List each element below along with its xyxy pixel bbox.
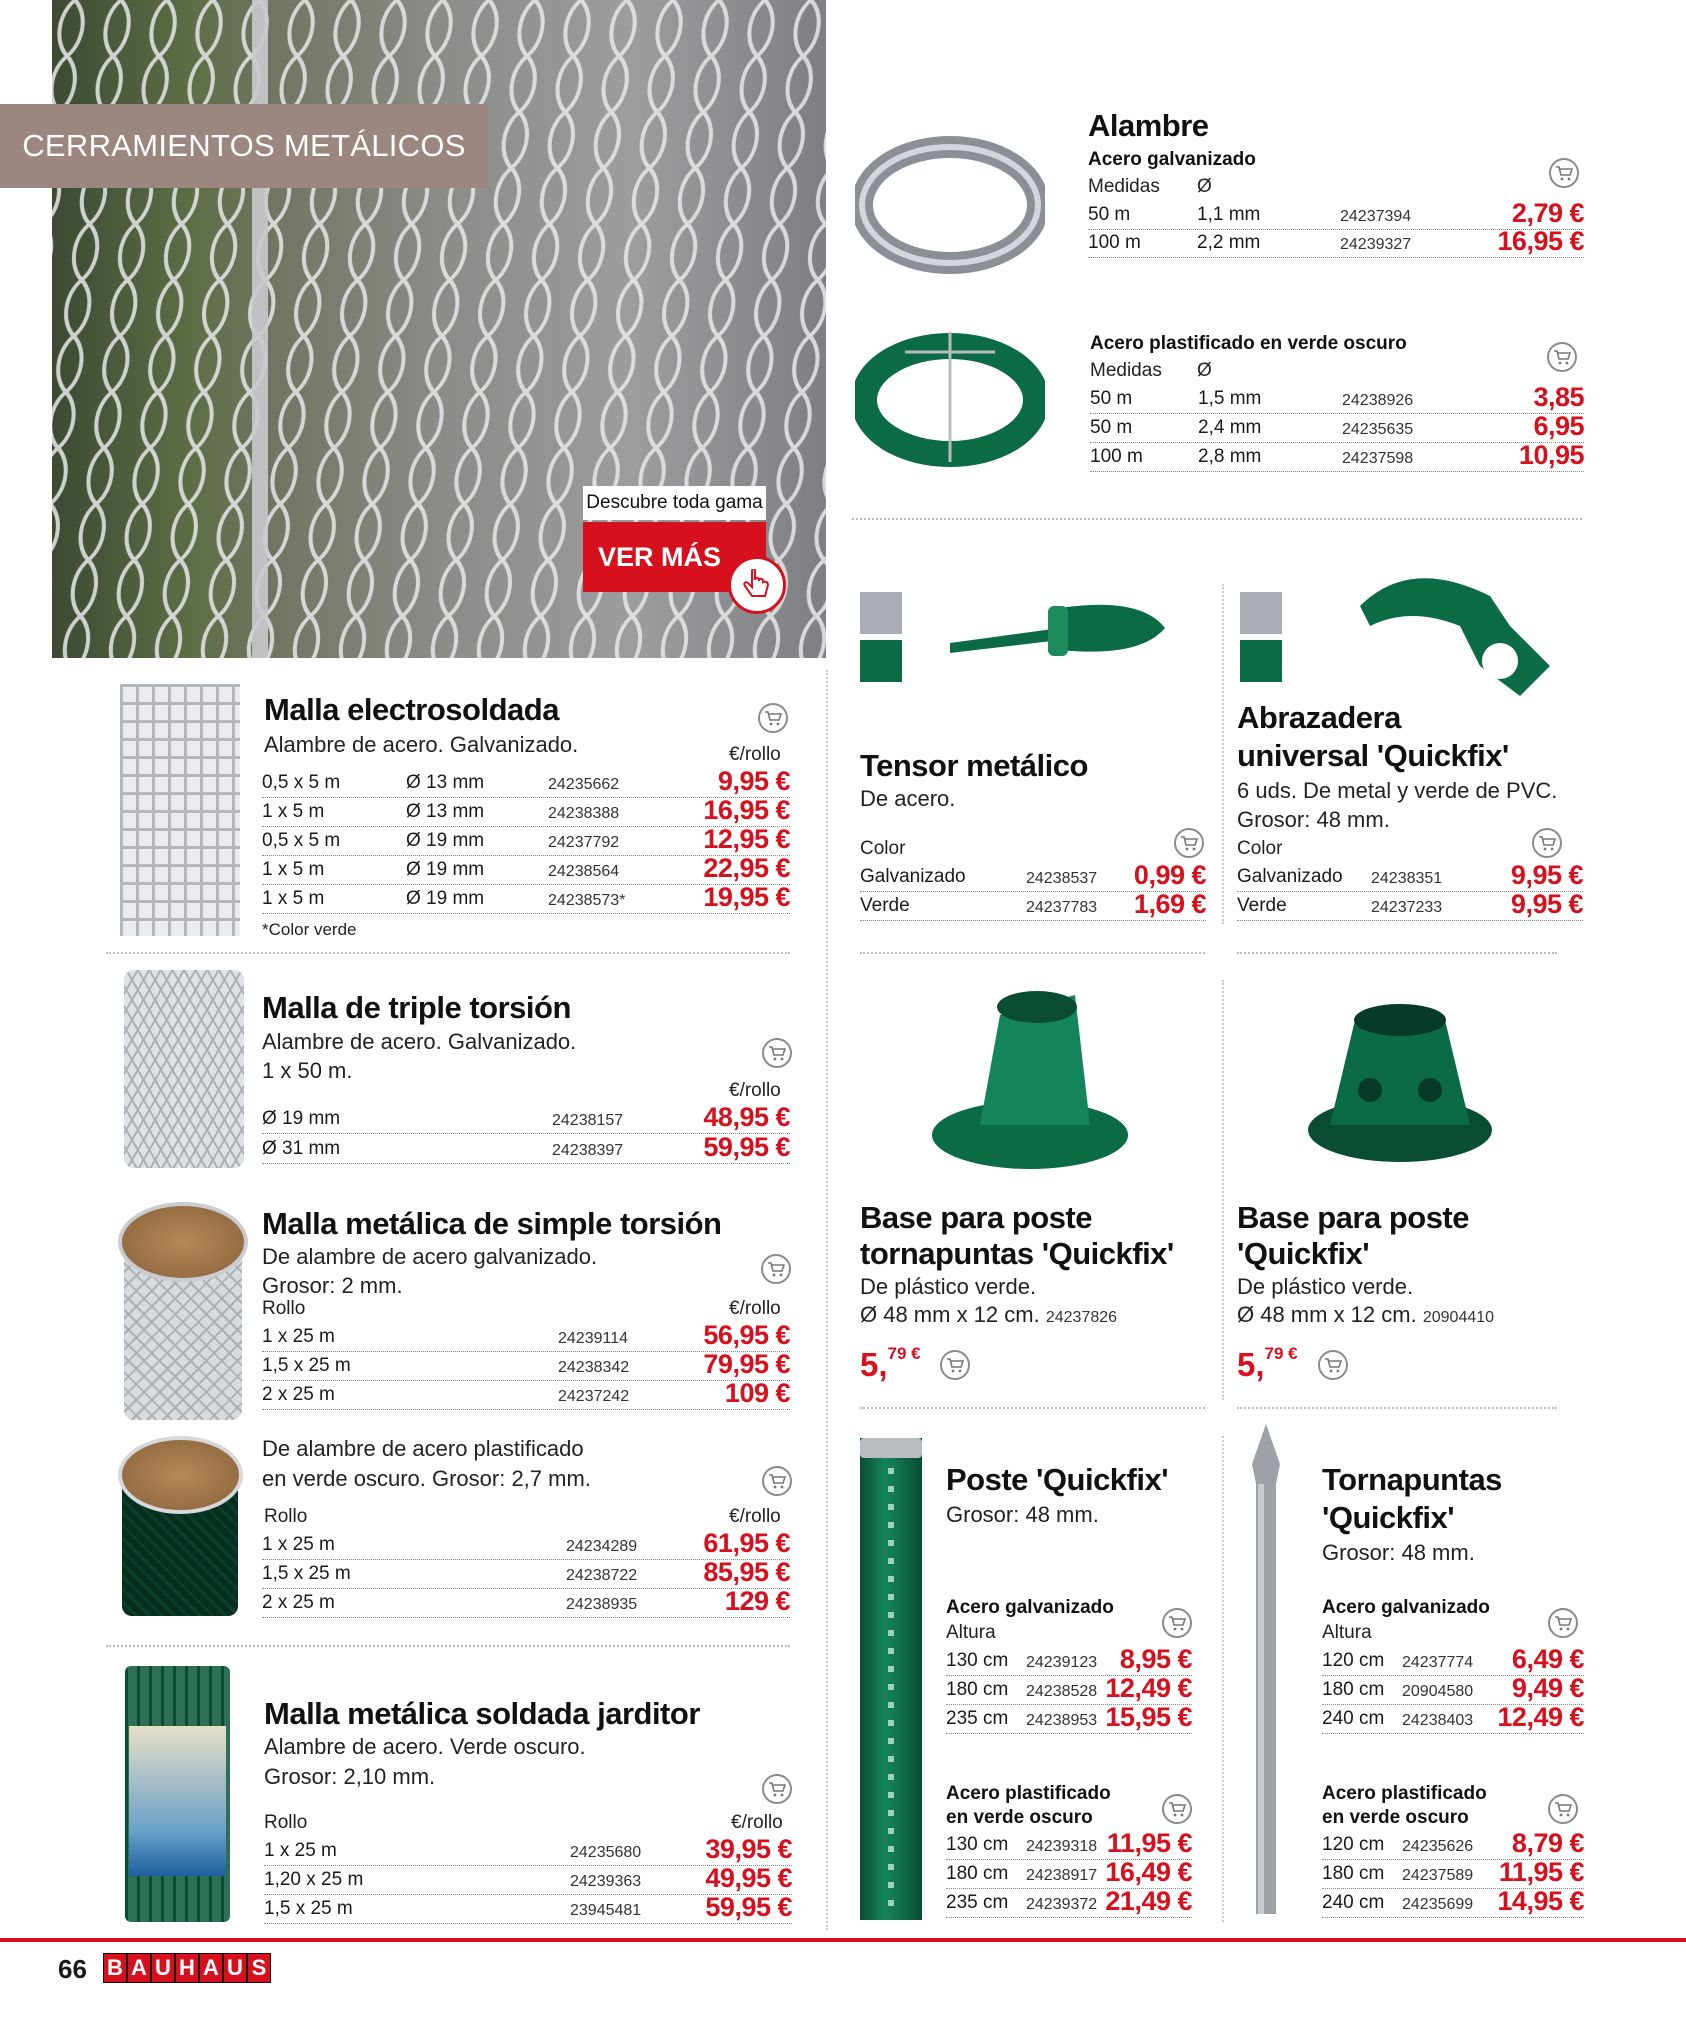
base2-title-line2: 'Quickfix' <box>1237 1236 1370 1271</box>
table-row <box>1322 1830 1584 1860</box>
price: 22,95 € <box>703 853 790 883</box>
abrazadera-cart-icon[interactable] <box>1532 828 1562 858</box>
ref-code: 24235635 <box>1342 421 1414 438</box>
cell: 2 x 25 m <box>262 1592 335 1613</box>
cell: 1,5 x 25 m <box>262 1563 351 1584</box>
malla-triple-image <box>124 970 244 1168</box>
ref-code: 24237792 <box>548 834 620 851</box>
ref-code: 24237783 <box>1026 899 1098 916</box>
abrazadera-col1: Color <box>1237 838 1283 859</box>
base1-price-int: 5, <box>860 1346 888 1383</box>
alambre-title: Alambre <box>1088 108 1209 143</box>
cell: Ø 19 mm <box>262 1108 341 1129</box>
ref-code: 24239318 <box>1026 1838 1098 1855</box>
cell: 2,2 mm <box>1197 232 1261 253</box>
simple-plast-desc-line1: De alambre de acero plastificado <box>262 1436 584 1461</box>
tensor-cart-icon[interactable] <box>1174 828 1204 858</box>
cell: 1 x 25 m <box>262 1534 335 1555</box>
poste-desc: Grosor: 48 mm. <box>946 1502 1099 1527</box>
triple-desc-line2: 1 x 50 m. <box>262 1058 353 1083</box>
cell: 1,1 mm <box>1197 204 1261 225</box>
cell: Verde <box>860 895 910 916</box>
logo-letter: A <box>128 1954 150 1982</box>
electro-unit: €/rollo <box>729 744 781 765</box>
tensor-desc: De acero. <box>860 786 956 811</box>
table-row <box>946 1704 1192 1734</box>
tornapuntas-plast-cart-icon[interactable] <box>1548 1794 1578 1824</box>
divider <box>852 518 1582 520</box>
price: 16,95 € <box>703 795 790 825</box>
tornapuntas-image <box>1246 1424 1286 1920</box>
tornapuntas-plast-subtitle-line1: Acero plastificado <box>1322 1783 1487 1804</box>
ref-code: 24238564 <box>548 863 620 880</box>
tornapuntas-desc: Grosor: 48 mm. <box>1322 1540 1475 1565</box>
price: 16,49 € <box>1105 1857 1192 1887</box>
triple-unit: €/rollo <box>729 1080 781 1101</box>
cell: 1 x 5 m <box>262 801 325 822</box>
ref-code: 24239327 <box>1340 236 1412 253</box>
table-row <box>264 1836 792 1866</box>
hand-pointer-icon <box>728 556 786 614</box>
simple-plast-col1: Rollo <box>264 1506 308 1527</box>
abrazadera-title-line2: universal 'Quickfix' <box>1237 738 1509 773</box>
base-tornapuntas-image <box>925 985 1135 1175</box>
cell: 50 m <box>1090 417 1133 438</box>
cell: 1 x 25 m <box>264 1840 337 1861</box>
base2-price <box>1237 1346 1298 1384</box>
simple-plast-desc-line2: en verde oscuro. Grosor: 2,7 mm. <box>262 1466 591 1491</box>
base1-cart-icon[interactable] <box>940 1350 970 1380</box>
cell: 100 m <box>1088 232 1141 253</box>
cell: 120 cm <box>1322 1650 1385 1671</box>
price: 79,95 € <box>703 1349 790 1379</box>
tensor-title: Tensor metálico <box>860 748 1088 783</box>
cell: Galvanizado <box>860 866 966 887</box>
simple-title: Malla metálica de simple torsión <box>262 1206 722 1241</box>
ref-code: 24238573* <box>548 892 626 909</box>
cell: 1,5 x 25 m <box>264 1898 353 1919</box>
discover-box <box>583 486 766 520</box>
price: 59,95 € <box>703 1132 790 1162</box>
table-row <box>860 891 1206 921</box>
ref-code: 24234289 <box>566 1538 638 1555</box>
table-row <box>946 1675 1192 1705</box>
base1-price <box>860 1346 921 1384</box>
table-row <box>264 1894 792 1924</box>
price: 6,49 € <box>1511 1644 1584 1674</box>
tensor-col1: Color <box>860 838 906 859</box>
jarditor-col1: Rollo <box>264 1812 308 1833</box>
cell: 2 x 25 m <box>262 1384 335 1405</box>
base2-desc-line2 <box>1237 1300 1494 1330</box>
abrazadera-title-line1: Abrazadera <box>1237 700 1401 735</box>
divider <box>1222 584 1224 924</box>
jarditor-title: Malla metálica soldada jarditor <box>264 1696 700 1731</box>
poste-galv-cart-icon[interactable] <box>1162 1608 1192 1638</box>
tornapuntas-galv-subtitle: Acero galvanizado <box>1322 1597 1490 1618</box>
price: 10,95 <box>1518 440 1584 470</box>
table-row <box>1090 384 1584 414</box>
alambre-galv-subtitle: Acero galvanizado <box>1088 149 1256 170</box>
price: 56,95 € <box>703 1320 790 1350</box>
simple-desc-line2: Grosor: 2 mm. <box>262 1273 403 1298</box>
base1-ref: 24237826 <box>1045 1309 1118 1326</box>
cell: 1 x 5 m <box>262 888 325 909</box>
ref-code: 24238157 <box>552 1112 624 1129</box>
price: 9,95 € <box>1510 889 1583 919</box>
logo-letter: U <box>224 1954 246 1982</box>
alambre-galv-col2: Ø <box>1197 176 1212 197</box>
tornapuntas-title-line2: 'Quickfix' <box>1322 1500 1455 1535</box>
price: 59,95 € <box>705 1892 792 1922</box>
cell: 1,5 mm <box>1198 388 1262 409</box>
price: 129 € <box>724 1586 790 1616</box>
ref-code: 24238935 <box>566 1596 638 1613</box>
poste-galv-col1: Altura <box>946 1622 996 1643</box>
table-row <box>262 1351 790 1381</box>
table-row <box>264 1865 792 1895</box>
cell: Ø 13 mm <box>406 801 485 822</box>
price: 48,95 € <box>703 1102 790 1132</box>
cell: 0,5 x 5 m <box>262 830 341 851</box>
cell: 100 m <box>1090 446 1143 467</box>
cell: 2,4 mm <box>1198 417 1262 438</box>
cell: 240 cm <box>1322 1892 1385 1913</box>
base1-size: Ø 48 mm x 12 cm. <box>860 1302 1040 1327</box>
base2-title-line1: Base para poste <box>1237 1200 1469 1235</box>
color-swatch-galvanizado <box>1240 592 1282 634</box>
table-row <box>262 1559 790 1589</box>
table-row <box>262 855 790 885</box>
price: 14,95 € <box>1497 1886 1584 1916</box>
alambre-plast-col2: Ø <box>1197 360 1212 381</box>
price: 61,95 € <box>703 1528 790 1558</box>
logo-letter: S <box>248 1954 270 1982</box>
simple-col1: Rollo <box>262 1298 306 1319</box>
divider <box>1237 1407 1557 1409</box>
cell: 50 m <box>1090 388 1133 409</box>
tornapuntas-plast-subtitle-line2: en verde oscuro <box>1322 1807 1469 1828</box>
ref-code: 24238528 <box>1026 1683 1098 1700</box>
divider <box>1222 980 1224 1400</box>
divider <box>1222 1436 1224 1922</box>
simple-cart-icon[interactable] <box>761 1254 791 1284</box>
ref-code: 24237233 <box>1371 899 1443 916</box>
wire-coil-green-image <box>855 322 1045 472</box>
discover-text: Descubre toda gama <box>586 492 763 513</box>
cell: Ø 19 mm <box>406 830 485 851</box>
table-row <box>262 1530 790 1560</box>
simple-plast-cart-icon[interactable] <box>762 1466 792 1496</box>
table-row <box>262 797 790 827</box>
logo-letter: H <box>176 1954 198 1982</box>
base1-desc-line1: De plástico verde. <box>860 1274 1037 1299</box>
cell: 1,5 x 25 m <box>262 1355 351 1376</box>
price: 9,95 € <box>1510 860 1583 890</box>
malla-simple-image <box>118 1202 248 1420</box>
jarditor-unit: €/rollo <box>731 1812 783 1833</box>
table-row <box>1322 1888 1584 1918</box>
cell: Ø 19 mm <box>406 888 485 909</box>
ref-code: 24237589 <box>1402 1867 1474 1884</box>
base1-title-line2: tornapuntas 'Quickfix' <box>860 1236 1174 1271</box>
table-row <box>1237 891 1583 921</box>
divider <box>860 952 1205 954</box>
ref-code: 24238342 <box>558 1359 630 1376</box>
ref-code: 24235699 <box>1402 1896 1474 1913</box>
poste-title: Poste 'Quickfix' <box>946 1462 1169 1497</box>
price: 39,95 € <box>705 1834 792 1864</box>
price: 12,49 € <box>1497 1702 1584 1732</box>
ref-code: 24237774 <box>1402 1654 1474 1671</box>
triple-cart-icon[interactable] <box>762 1038 792 1068</box>
ref-code: 24238953 <box>1026 1712 1098 1729</box>
divider <box>860 1407 1205 1409</box>
abrazadera-desc-line2: Grosor: 48 mm. <box>1237 807 1390 832</box>
ref-code: 24239372 <box>1026 1896 1098 1913</box>
price: 15,95 € <box>1105 1702 1192 1732</box>
simple-plast-unit: €/rollo <box>729 1506 781 1527</box>
alambre-plast-subtitle: Acero plastificado en verde oscuro <box>1090 333 1407 354</box>
table-row <box>946 1646 1192 1676</box>
table-row <box>262 1104 790 1134</box>
cell: 130 cm <box>946 1650 1009 1671</box>
price: 85,95 € <box>703 1557 790 1587</box>
ref-code: 24237394 <box>1340 208 1412 225</box>
table-row <box>1322 1646 1584 1676</box>
price: 11,95 € <box>1106 1828 1192 1858</box>
table-row <box>262 1322 790 1352</box>
base1-desc-line2 <box>860 1300 1117 1330</box>
page-number: 66 <box>58 1954 87 1984</box>
logo-letter: U <box>152 1954 174 1982</box>
ref-code: 23945481 <box>570 1902 642 1919</box>
ref-code: 24238388 <box>548 805 620 822</box>
table-row <box>1088 228 1584 258</box>
color-swatch-galvanizado <box>860 592 902 634</box>
poste-plast-subtitle-line1: Acero plastificado <box>946 1783 1111 1804</box>
triple-title: Malla de triple torsión <box>262 990 571 1025</box>
price: 8,95 € <box>1119 1644 1192 1674</box>
cell: 1 x 5 m <box>262 859 325 880</box>
price: 21,49 € <box>1105 1886 1192 1916</box>
ref-code: 24235662 <box>548 776 620 793</box>
table-row <box>262 1588 790 1618</box>
ref-code: 20904580 <box>1402 1683 1474 1700</box>
ref-code: 24239114 <box>558 1330 628 1347</box>
price: 8,79 € <box>1511 1828 1584 1858</box>
alambre-plast-col1: Medidas <box>1090 360 1162 381</box>
price: 49,95 € <box>705 1863 792 1893</box>
ref-code: 24238926 <box>1342 392 1414 409</box>
cell: 1,20 x 25 m <box>264 1869 364 1890</box>
base2-size: Ø 48 mm x 12 cm. <box>1237 1302 1417 1327</box>
price: 9,95 € <box>717 766 790 796</box>
ref-code: 24238351 <box>1371 870 1443 887</box>
base2-desc-line1: De plástico verde. <box>1237 1274 1414 1299</box>
cell: Ø 19 mm <box>406 859 485 880</box>
electro-desc: Alambre de acero. Galvanizado. <box>264 732 579 757</box>
base-poste-image <box>1300 990 1500 1170</box>
jarditor-desc-line2: Grosor: 2,10 mm. <box>264 1764 436 1789</box>
section-title: CERRAMIENTOS METÁLICOS <box>22 128 466 163</box>
price: 0,99 € <box>1133 860 1206 890</box>
cell: Ø 31 mm <box>262 1138 341 1159</box>
table-row <box>262 1380 790 1410</box>
divider <box>106 1645 790 1647</box>
table-row <box>1322 1675 1584 1705</box>
price: 12,49 € <box>1105 1673 1192 1703</box>
base2-price-int: 5, <box>1237 1346 1265 1383</box>
jarditor-cart-icon[interactable] <box>762 1774 792 1804</box>
price: 109 € <box>724 1378 790 1408</box>
table-row <box>1322 1704 1584 1734</box>
table-row <box>1237 862 1583 892</box>
ver-mas-label: VER MÁS <box>597 541 722 572</box>
divider <box>826 670 828 1930</box>
cell: 120 cm <box>1322 1834 1385 1855</box>
base2-ref: 20904410 <box>1422 1309 1495 1326</box>
base2-cart-icon[interactable] <box>1318 1350 1348 1380</box>
ref-code: 24237242 <box>558 1388 630 1405</box>
base1-price-dec: 79 € <box>887 1344 921 1363</box>
cell: 235 cm <box>946 1708 1009 1729</box>
price: 19,95 € <box>703 882 790 912</box>
triple-desc-line1: Alambre de acero. Galvanizado. <box>262 1029 577 1054</box>
price: 6,95 <box>1533 411 1584 441</box>
divider <box>106 952 790 954</box>
table-row <box>860 862 1206 892</box>
cell: 130 cm <box>946 1834 1009 1855</box>
wire-coil-galv-image <box>855 130 1045 280</box>
poste-galv-subtitle: Acero galvanizado <box>946 1597 1114 1618</box>
price: 3,85 <box>1533 382 1584 412</box>
table-row <box>946 1888 1192 1918</box>
price: 11,95 € <box>1498 1857 1584 1887</box>
table-row <box>1090 442 1584 472</box>
alambre-galv-col1: Medidas <box>1088 176 1160 197</box>
table-row <box>262 1134 790 1164</box>
cell: Ø 13 mm <box>406 772 485 793</box>
ref-code: 24235626 <box>1402 1838 1474 1855</box>
cell: 180 cm <box>1322 1679 1385 1700</box>
poste-image <box>860 1438 922 1920</box>
divider <box>1237 952 1557 954</box>
ref-code: 24235680 <box>570 1844 642 1861</box>
section-band <box>0 104 488 188</box>
ref-code: 24238917 <box>1026 1867 1098 1884</box>
cell: Galvanizado <box>1237 866 1343 887</box>
ref-code: 24239363 <box>570 1873 642 1890</box>
logo-letter: A <box>200 1954 222 1982</box>
base1-title-line1: Base para poste <box>860 1200 1092 1235</box>
cell: 240 cm <box>1322 1708 1385 1729</box>
cell: 180 cm <box>946 1679 1009 1700</box>
ref-code: 24239123 <box>1026 1654 1098 1671</box>
base2-price-dec: 79 € <box>1264 1344 1298 1363</box>
cell: 1 x 25 m <box>262 1326 335 1347</box>
alambre-galv-cart-icon[interactable] <box>1549 158 1579 188</box>
ref-code: 24238537 <box>1026 870 1098 887</box>
cell: 0,5 x 5 m <box>262 772 341 793</box>
electro-cart-icon[interactable] <box>758 703 788 733</box>
cell: 180 cm <box>1322 1863 1385 1884</box>
color-swatch-verde <box>1240 640 1282 682</box>
alambre-plast-cart-icon[interactable] <box>1547 342 1577 372</box>
simple-desc-line1: De alambre de acero galvanizado. <box>262 1244 598 1269</box>
table-row <box>262 884 790 914</box>
ref-code: 24238722 <box>566 1567 638 1584</box>
cell: 50 m <box>1088 204 1131 225</box>
cell: 235 cm <box>946 1892 1009 1913</box>
price: 16,95 € <box>1497 226 1584 256</box>
ref-code: 24238403 <box>1402 1712 1474 1729</box>
price: 12,95 € <box>703 824 790 854</box>
price: 1,69 € <box>1133 889 1206 919</box>
table-row <box>946 1859 1192 1889</box>
table-row <box>1090 413 1584 443</box>
malla-jarditor-image <box>125 1666 230 1922</box>
electro-note: *Color verde <box>262 920 357 939</box>
ref-code: 24238397 <box>552 1142 624 1159</box>
cell: 180 cm <box>946 1863 1009 1884</box>
ref-code: 24237598 <box>1342 450 1414 467</box>
tornapuntas-title-line1: Tornapuntas <box>1322 1462 1502 1497</box>
malla-electrosoldada-image <box>120 684 240 936</box>
bauhaus-logo <box>104 1954 270 1982</box>
price: 9,49 € <box>1511 1673 1584 1703</box>
jarditor-desc-line1: Alambre de acero. Verde oscuro. <box>264 1734 586 1759</box>
table-row <box>262 826 790 856</box>
tornapuntas-galv-cart-icon[interactable] <box>1548 1608 1578 1638</box>
poste-plast-subtitle-line2: en verde oscuro <box>946 1807 1093 1828</box>
malla-simple-plast-image <box>118 1436 243 1616</box>
table-row <box>946 1830 1192 1860</box>
tornapuntas-galv-col1: Altura <box>1322 1622 1372 1643</box>
abrazadera-desc-line1: 6 uds. De metal y verde de PVC. <box>1237 778 1558 803</box>
color-swatch-verde <box>860 640 902 682</box>
cell: 2,8 mm <box>1198 446 1262 467</box>
simple-unit: €/rollo <box>729 1298 781 1319</box>
electro-title: Malla electrosoldada <box>264 692 559 727</box>
poste-plast-cart-icon[interactable] <box>1162 1794 1192 1824</box>
logo-letter: B <box>104 1954 126 1982</box>
footer-rule <box>0 1938 1686 1942</box>
price: 2,79 € <box>1511 198 1584 228</box>
table-row <box>262 768 790 798</box>
cell: Verde <box>1237 895 1287 916</box>
table-row <box>1322 1859 1584 1889</box>
tensor-image <box>940 588 1175 678</box>
